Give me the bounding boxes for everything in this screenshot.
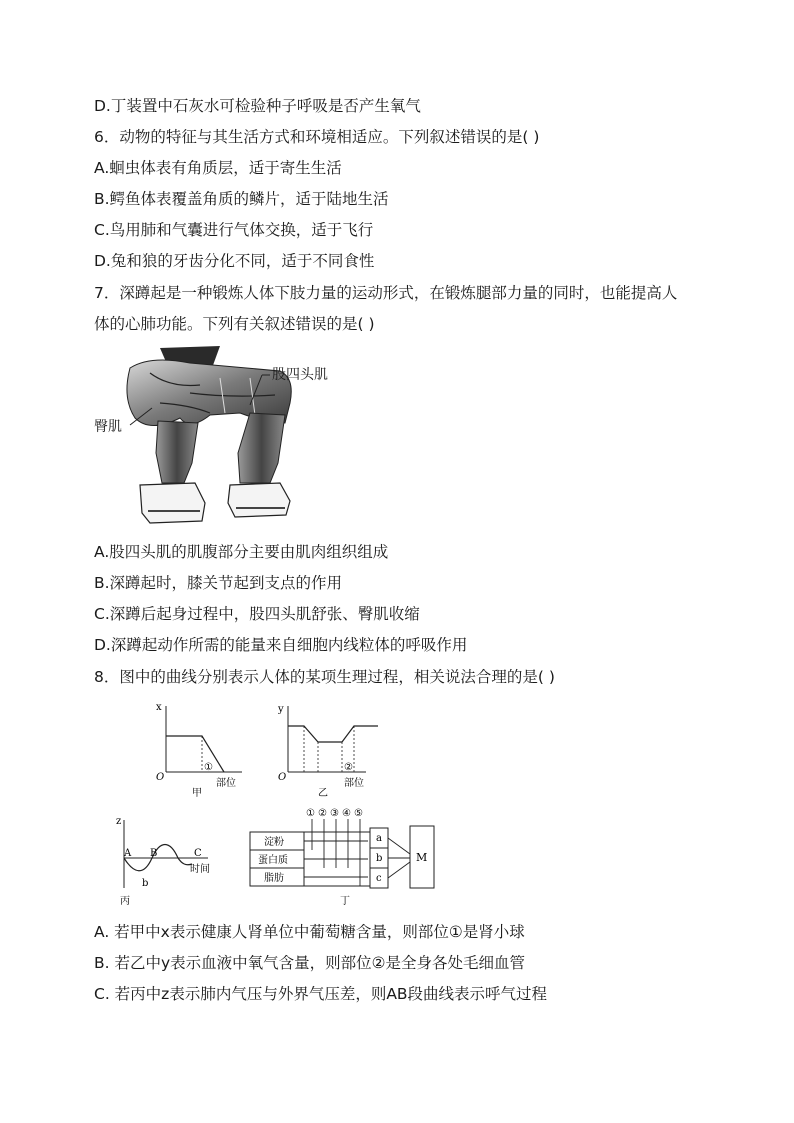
ding-row-starch: 淀粉 (264, 837, 284, 848)
ding-marker-2: ② (318, 808, 327, 819)
bing-point-b: B (150, 848, 158, 859)
bing-point-c: C (194, 848, 202, 859)
yi-axis-y: y (278, 704, 284, 715)
question-6: 6．动物的特征与其生活方式和环境相适应。下列叙述错误的是( ) (94, 128, 540, 146)
bing-axis-x: 时间 (190, 864, 210, 875)
option-8c: C. 若丙中z表示肺内气压与外界气压差，则AB段曲线表示呼气过程 (94, 985, 548, 1003)
question-8: 8．图中的曲线分别表示人体的某项生理过程，相关说法合理的是( ) (94, 668, 555, 686)
label-quadriceps: 股四头肌 (272, 367, 328, 383)
ding-letter-b: b (376, 853, 383, 864)
option-6d-prev: D.丁装置中石灰水可检验种子呼吸是否产生氧气 (94, 97, 421, 115)
ding-caption: 丁 (340, 896, 350, 907)
option-7a: A.股四头肌的肌腹部分主要由肌肉组织组成 (94, 543, 389, 561)
option-6d: D.兔和狼的牙齿分化不同，适于不同食性 (94, 252, 375, 270)
yi-origin: O (278, 772, 287, 783)
ding-row-fat: 脂肪 (264, 873, 284, 884)
jia-axis-y: x (156, 702, 162, 713)
question-7-line1: 7．深蹲起是一种锻炼人体下肢力量的运动形式，在锻炼腿部力量的同时，也能提高人 (94, 284, 678, 302)
option-7d: D.深蹲起动作所需的能量来自细胞内线粒体的呼吸作用 (94, 636, 468, 654)
option-6c: C.鸟用肺和气囊进行气体交换，适于飞行 (94, 221, 374, 239)
diagram-ding (244, 806, 444, 910)
yi-marker: ② (344, 762, 353, 773)
option-8a: A. 若甲中x表示健康人肾单位中葡萄糖含量，则部位①是肾小球 (94, 923, 525, 941)
graph-bing (112, 814, 222, 906)
question-7-line2: 体的心肺功能。下列有关叙述错误的是( ) (94, 315, 375, 333)
jia-origin: O (156, 772, 165, 783)
jia-axis-x: 部位 (216, 778, 236, 789)
ding-row-protein: 蛋白质 (258, 855, 288, 866)
ding-output: M (416, 851, 428, 864)
option-6b: B.鳄鱼体表覆盖角质的鳞片，适于陆地生活 (94, 190, 389, 208)
jia-marker: ① (204, 762, 213, 773)
ding-marker-3: ③ (330, 808, 339, 819)
ding-letter-c: c (376, 873, 382, 884)
graph-jia (152, 700, 262, 800)
option-7c: C.深蹲后起身过程中，股四头肌舒张、臀肌收缩 (94, 605, 420, 623)
label-glute: 臀肌 (94, 419, 122, 435)
jia-caption: 甲 (192, 788, 202, 799)
bing-point-a: A (124, 848, 132, 859)
yi-axis-x: 部位 (344, 778, 364, 789)
ding-letter-a: a (376, 833, 382, 844)
option-6a: A.蛔虫体表有角质层，适于寄生生活 (94, 159, 342, 177)
bing-caption: 丙 (120, 896, 130, 906)
ding-marker-4: ④ (342, 808, 351, 819)
ding-marker-5: ⑤ (354, 808, 363, 819)
bing-axis-y: z (116, 816, 122, 827)
yi-caption: 乙 (318, 788, 328, 799)
bing-point-lower-b: b (142, 878, 149, 889)
option-7b: B.深蹲起时，膝关节起到支点的作用 (94, 574, 343, 592)
graph-yi (274, 700, 384, 800)
option-8b: B. 若乙中y表示血液中氧气含量，则部位②是全身各处毛细血管 (94, 954, 526, 972)
ding-marker-1: ① (306, 808, 315, 819)
